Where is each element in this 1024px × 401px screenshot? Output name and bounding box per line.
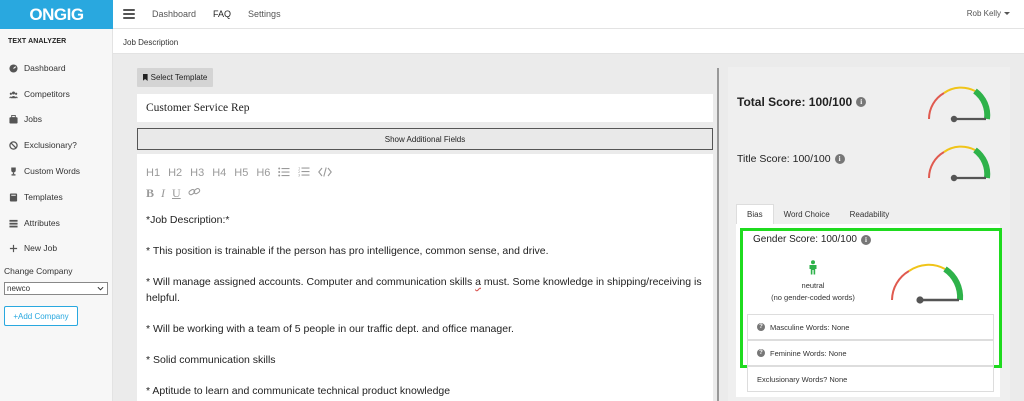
exclusionary-words-row[interactable] xyxy=(747,366,994,392)
total-score-gauge xyxy=(923,81,993,123)
sidebar-item-label: Custom Words xyxy=(24,166,81,176)
users-icon xyxy=(9,90,18,99)
logo[interactable] xyxy=(0,0,113,29)
editor-paragraph: * This position is trainable if the person has pro intelligence, common sense, and drive. xyxy=(146,245,549,257)
sidebar-item-exclusionary[interactable] xyxy=(9,139,77,151)
job-title-input[interactable]: Customer Service Rep xyxy=(137,94,713,122)
numbered-list-icon[interactable] xyxy=(298,166,310,180)
title-score-label: Title Score: 100/100 xyxy=(737,153,831,165)
exclusionary-words-label: Exclusionary Words? None xyxy=(757,374,848,384)
add-company-button[interactable]: +Add Company xyxy=(4,306,78,326)
editor-paragraph: *Job Description:* xyxy=(146,214,230,226)
feminine-words-row[interactable] xyxy=(747,340,994,366)
title-score-gauge xyxy=(923,140,993,182)
main-area xyxy=(113,54,1024,401)
list-icon xyxy=(9,219,18,228)
info-icon[interactable]: i xyxy=(861,235,871,245)
editor-toolbar-format xyxy=(146,186,201,200)
svg-text:1: 1 xyxy=(298,166,301,171)
sidebar-item-label: Templates xyxy=(24,192,63,202)
change-company-label: Change Company xyxy=(4,266,73,276)
bookmark-icon xyxy=(143,74,148,81)
svg-text:3: 3 xyxy=(298,173,301,177)
feminine-words-label: Feminine Words: None xyxy=(770,348,847,358)
breadcrumb-bar xyxy=(113,29,1024,54)
breadcrumb: Job Description xyxy=(123,38,179,47)
italic-button[interactable]: I xyxy=(161,186,166,200)
masculine-words-row[interactable] xyxy=(747,314,994,340)
book-icon xyxy=(9,193,18,202)
gender-score xyxy=(753,234,871,245)
h3-button[interactable]: H3 xyxy=(190,166,205,179)
sidebar-title: TEXT ANALYZER xyxy=(8,38,67,45)
chevron-down-icon xyxy=(97,285,104,292)
bold-button[interactable]: B xyxy=(146,186,155,200)
svg-text:2: 2 xyxy=(298,170,301,174)
neutral-note: (no gender-coded words) xyxy=(771,293,855,302)
info-icon[interactable]: i xyxy=(856,97,866,107)
logo-text: ONGIG xyxy=(29,4,84,24)
editor-text-run: * Will manage assigned accounts. Computer and communication skills xyxy=(146,276,476,288)
select-template-label: Select Template xyxy=(150,73,208,82)
editor-paragraph xyxy=(146,274,706,306)
spellcheck-word: a xyxy=(475,276,481,288)
underline-button[interactable]: U xyxy=(172,186,181,200)
sidebar-item-competitors[interactable] xyxy=(9,88,70,100)
sidebar-item-new-job[interactable] xyxy=(9,242,57,254)
score-panel xyxy=(728,67,1010,401)
editor-paragraph: * Solid communication skills xyxy=(146,354,276,366)
person-neutral-icon xyxy=(808,260,818,275)
analysis-tabs xyxy=(736,204,899,224)
tab-bias[interactable]: Bias xyxy=(736,204,774,224)
nav-settings[interactable]: Settings xyxy=(248,9,281,19)
code-icon[interactable] xyxy=(318,167,332,180)
sidebar-item-label: Exclusionary? xyxy=(24,140,77,150)
user-menu[interactable] xyxy=(967,9,1010,18)
sidebar-item-dashboard[interactable] xyxy=(9,62,66,74)
show-additional-fields-button[interactable]: Show Additional Fields xyxy=(137,128,713,150)
sidebar-item-custom-words[interactable] xyxy=(9,165,80,177)
nav-faq[interactable]: FAQ xyxy=(213,9,232,19)
h1-button[interactable]: H1 xyxy=(146,166,161,179)
sidebar-item-label: Competitors xyxy=(24,89,70,99)
editor-content[interactable] xyxy=(146,212,706,401)
total-score-label: Total Score: 100/100 xyxy=(737,95,853,109)
editor-toolbar xyxy=(146,166,332,180)
dashboard-icon xyxy=(9,64,18,73)
h4-button[interactable]: H4 xyxy=(212,166,227,179)
sidebar-item-templates[interactable] xyxy=(9,191,63,203)
nav-dashboard[interactable]: Dashboard xyxy=(152,9,197,19)
sidebar xyxy=(0,29,113,401)
job-description-editor[interactable] xyxy=(137,154,713,401)
editor-paragraph: * Will be working with a team of 5 people in our traffic dept. and office manager. xyxy=(146,323,514,335)
editor-text-run: must. Some knowledge in shipping/receiving is helpful. xyxy=(146,276,702,304)
hamburger-menu-icon[interactable] xyxy=(123,9,135,19)
company-select[interactable] xyxy=(4,282,108,295)
title-score xyxy=(737,153,845,165)
neutral-text: neutral xyxy=(801,281,825,290)
select-template-button[interactable] xyxy=(137,68,213,87)
sidebar-item-label: Attributes xyxy=(24,218,60,228)
sidebar-item-attributes[interactable] xyxy=(9,217,60,229)
editor-paragraph: * Aptitude to learn and communicate technical product knowledge xyxy=(146,385,451,397)
top-nav xyxy=(113,0,1024,29)
question-icon: ? xyxy=(757,323,765,331)
info-icon[interactable]: i xyxy=(835,154,845,164)
tab-readability[interactable]: Readability xyxy=(849,209,890,219)
sidebar-item-label: Jobs xyxy=(24,114,42,124)
caret-down-icon xyxy=(1004,12,1010,15)
h2-button[interactable]: H2 xyxy=(168,166,183,179)
masculine-words-label: Masculine Words: None xyxy=(770,322,850,332)
trophy-icon xyxy=(9,167,18,176)
gender-score-gauge xyxy=(886,258,966,306)
ban-icon xyxy=(9,141,18,150)
panel-divider[interactable] xyxy=(717,68,719,401)
h5-button[interactable]: H5 xyxy=(234,166,249,179)
total-score xyxy=(737,95,866,109)
briefcase-icon xyxy=(9,115,18,124)
sidebar-item-jobs[interactable] xyxy=(9,113,42,125)
sidebar-item-label: Dashboard xyxy=(24,63,66,73)
tab-word-choice[interactable]: Word Choice xyxy=(783,209,830,219)
neutral-label xyxy=(766,280,860,304)
bullet-list-icon[interactable] xyxy=(278,167,290,180)
sidebar-item-label: New Job xyxy=(24,243,58,253)
company-select-value: newco xyxy=(7,284,31,293)
gender-score-label: Gender Score: 100/100 xyxy=(753,234,857,245)
user-name: Rob Kelly xyxy=(966,9,1001,18)
link-icon[interactable] xyxy=(188,186,201,200)
plus-icon xyxy=(9,244,18,253)
h6-button[interactable]: H6 xyxy=(256,166,271,179)
bias-panel xyxy=(736,224,1000,397)
question-icon: ? xyxy=(757,349,765,357)
